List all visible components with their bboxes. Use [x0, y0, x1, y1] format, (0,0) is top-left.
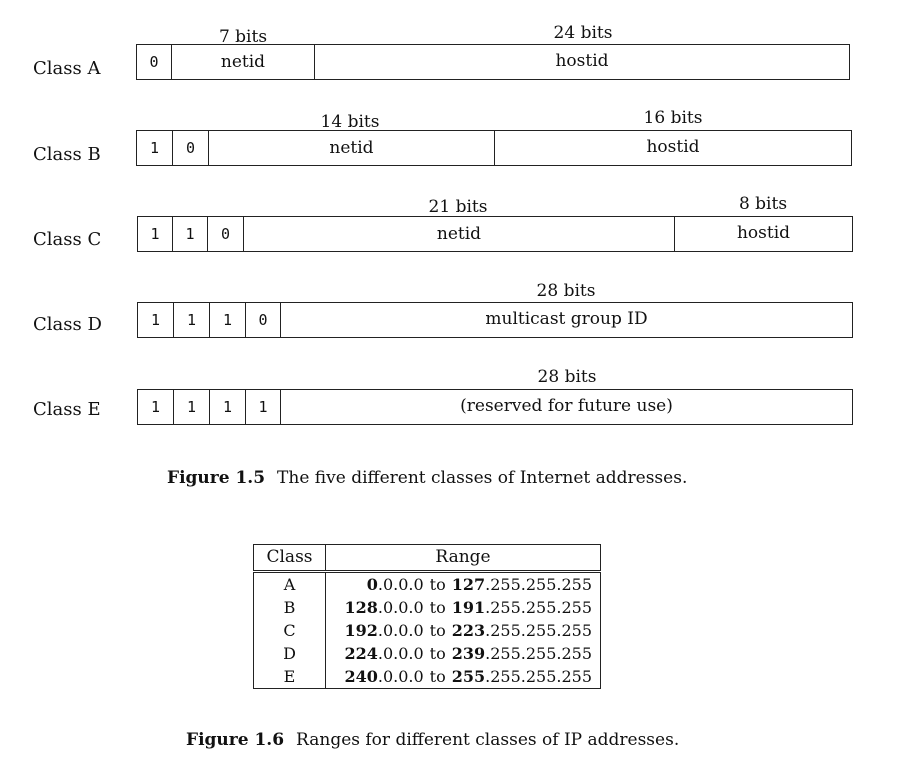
figure-1-6-number: Figure 1.6: [186, 730, 285, 750]
class-b-layout: [136, 130, 852, 166]
range-end-rest: .255.255.255: [485, 575, 592, 594]
range-end-rest: .255.255.255: [485, 598, 592, 617]
class-c-bit-2: 0: [207, 217, 243, 251]
class-e-bit-3: 1: [245, 390, 280, 424]
range-start-prefix: 192: [344, 621, 378, 640]
class-d-bit-3: 0: [245, 303, 280, 337]
row-range: [326, 619, 601, 642]
class-e-field-width: 28 bits: [537, 367, 597, 387]
row-class: D: [254, 642, 326, 665]
class-c-hostid-width: 8 bits: [738, 194, 788, 214]
row-class: C: [254, 619, 326, 642]
row-class: A: [254, 572, 326, 597]
class-c-hostid-field: hostid: [674, 217, 853, 251]
class-b-hostid-field: hostid: [494, 131, 852, 165]
class-d-bit-0: 1: [137, 303, 173, 337]
range-start-prefix: 128: [344, 598, 378, 617]
row-range: [326, 665, 601, 689]
figure-1-6-text: Ranges for different classes of IP addresses.: [296, 730, 680, 750]
figure-1-5-number: Figure 1.5: [167, 468, 266, 488]
class-a-netid-field: netid: [171, 45, 314, 79]
class-a-hostid-field: hostid: [314, 45, 850, 79]
class-a-hostid-width: 24 bits: [553, 23, 613, 43]
class-e-bit-0: 1: [137, 390, 173, 424]
table-row: [254, 619, 601, 642]
figure-1-6-caption: [186, 730, 679, 750]
range-to: to: [429, 644, 446, 663]
class-d-layout: [137, 302, 853, 338]
class-b-label: Class B: [33, 144, 101, 165]
class-d-bit-2: 1: [209, 303, 245, 337]
range-to: to: [429, 667, 446, 686]
class-a-netid-width: 7 bits: [218, 27, 268, 47]
class-b-netid-field: netid: [208, 131, 494, 165]
class-a-bit-0: 0: [136, 45, 171, 79]
row-class: E: [254, 665, 326, 689]
range-end-rest: .255.255.255: [485, 621, 592, 640]
class-d-multicast-field: multicast group ID: [280, 303, 853, 337]
row-range: [326, 572, 601, 597]
table-header-row: [254, 545, 601, 572]
table-row: [254, 642, 601, 665]
figure-1-5-caption: [167, 468, 687, 488]
class-b-netid-width: 14 bits: [320, 112, 380, 132]
range-start-prefix: 224: [344, 644, 378, 663]
ip-range-table: [253, 544, 601, 689]
range-start-rest: .0.0.0: [377, 644, 424, 663]
class-column-header: Class: [254, 545, 326, 572]
range-start-rest: .0.0.0: [377, 575, 424, 594]
range-end-prefix: 255: [451, 667, 486, 686]
row-class: B: [254, 596, 326, 619]
class-c-label: Class C: [33, 229, 102, 250]
class-d-field-width: 28 bits: [536, 281, 596, 301]
range-start-prefix: 240: [344, 667, 378, 686]
class-a-layout: [136, 44, 850, 80]
class-c-layout: [137, 216, 853, 252]
range-end-rest: .255.255.255: [485, 644, 592, 663]
range-start-rest: .0.0.0: [377, 621, 424, 640]
class-c-bit-1: 1: [172, 217, 207, 251]
table-row: [254, 596, 601, 619]
class-b-hostid-width: 16 bits: [643, 108, 703, 128]
range-end-prefix: 223: [451, 621, 486, 640]
range-end-rest: .255.255.255: [485, 667, 592, 686]
class-c-netid-field: netid: [243, 217, 674, 251]
range-start-rest: .0.0.0: [377, 667, 424, 686]
class-e-bit-2: 1: [209, 390, 245, 424]
table-row: [254, 572, 601, 597]
class-d-label: Class D: [33, 314, 102, 335]
range-end-prefix: 127: [451, 575, 486, 594]
class-e-bit-1: 1: [173, 390, 209, 424]
class-d-bit-1: 1: [173, 303, 209, 337]
class-c-netid-width: 21 bits: [428, 197, 488, 217]
class-e-label: Class E: [33, 399, 101, 420]
range-end-prefix: 191: [451, 598, 486, 617]
figure-1-5-text: The five different classes of Internet addresses.: [277, 468, 688, 488]
row-range: [326, 596, 601, 619]
range-start-rest: .0.0.0: [377, 598, 424, 617]
range-to: to: [429, 575, 446, 594]
class-e-layout: [137, 389, 853, 425]
class-c-bit-0: 1: [137, 217, 172, 251]
class-e-reserved-field: (reserved for future use): [280, 390, 853, 424]
range-to: to: [429, 621, 446, 640]
range-end-prefix: 239: [451, 644, 486, 663]
range-to: to: [429, 598, 446, 617]
table-row: [254, 665, 601, 689]
row-range: [326, 642, 601, 665]
class-b-bit-1: 0: [172, 131, 208, 165]
range-column-header: Range: [326, 545, 601, 572]
range-start-prefix: 0: [366, 575, 378, 594]
class-a-label: Class A: [33, 58, 101, 79]
class-b-bit-0: 1: [136, 131, 172, 165]
